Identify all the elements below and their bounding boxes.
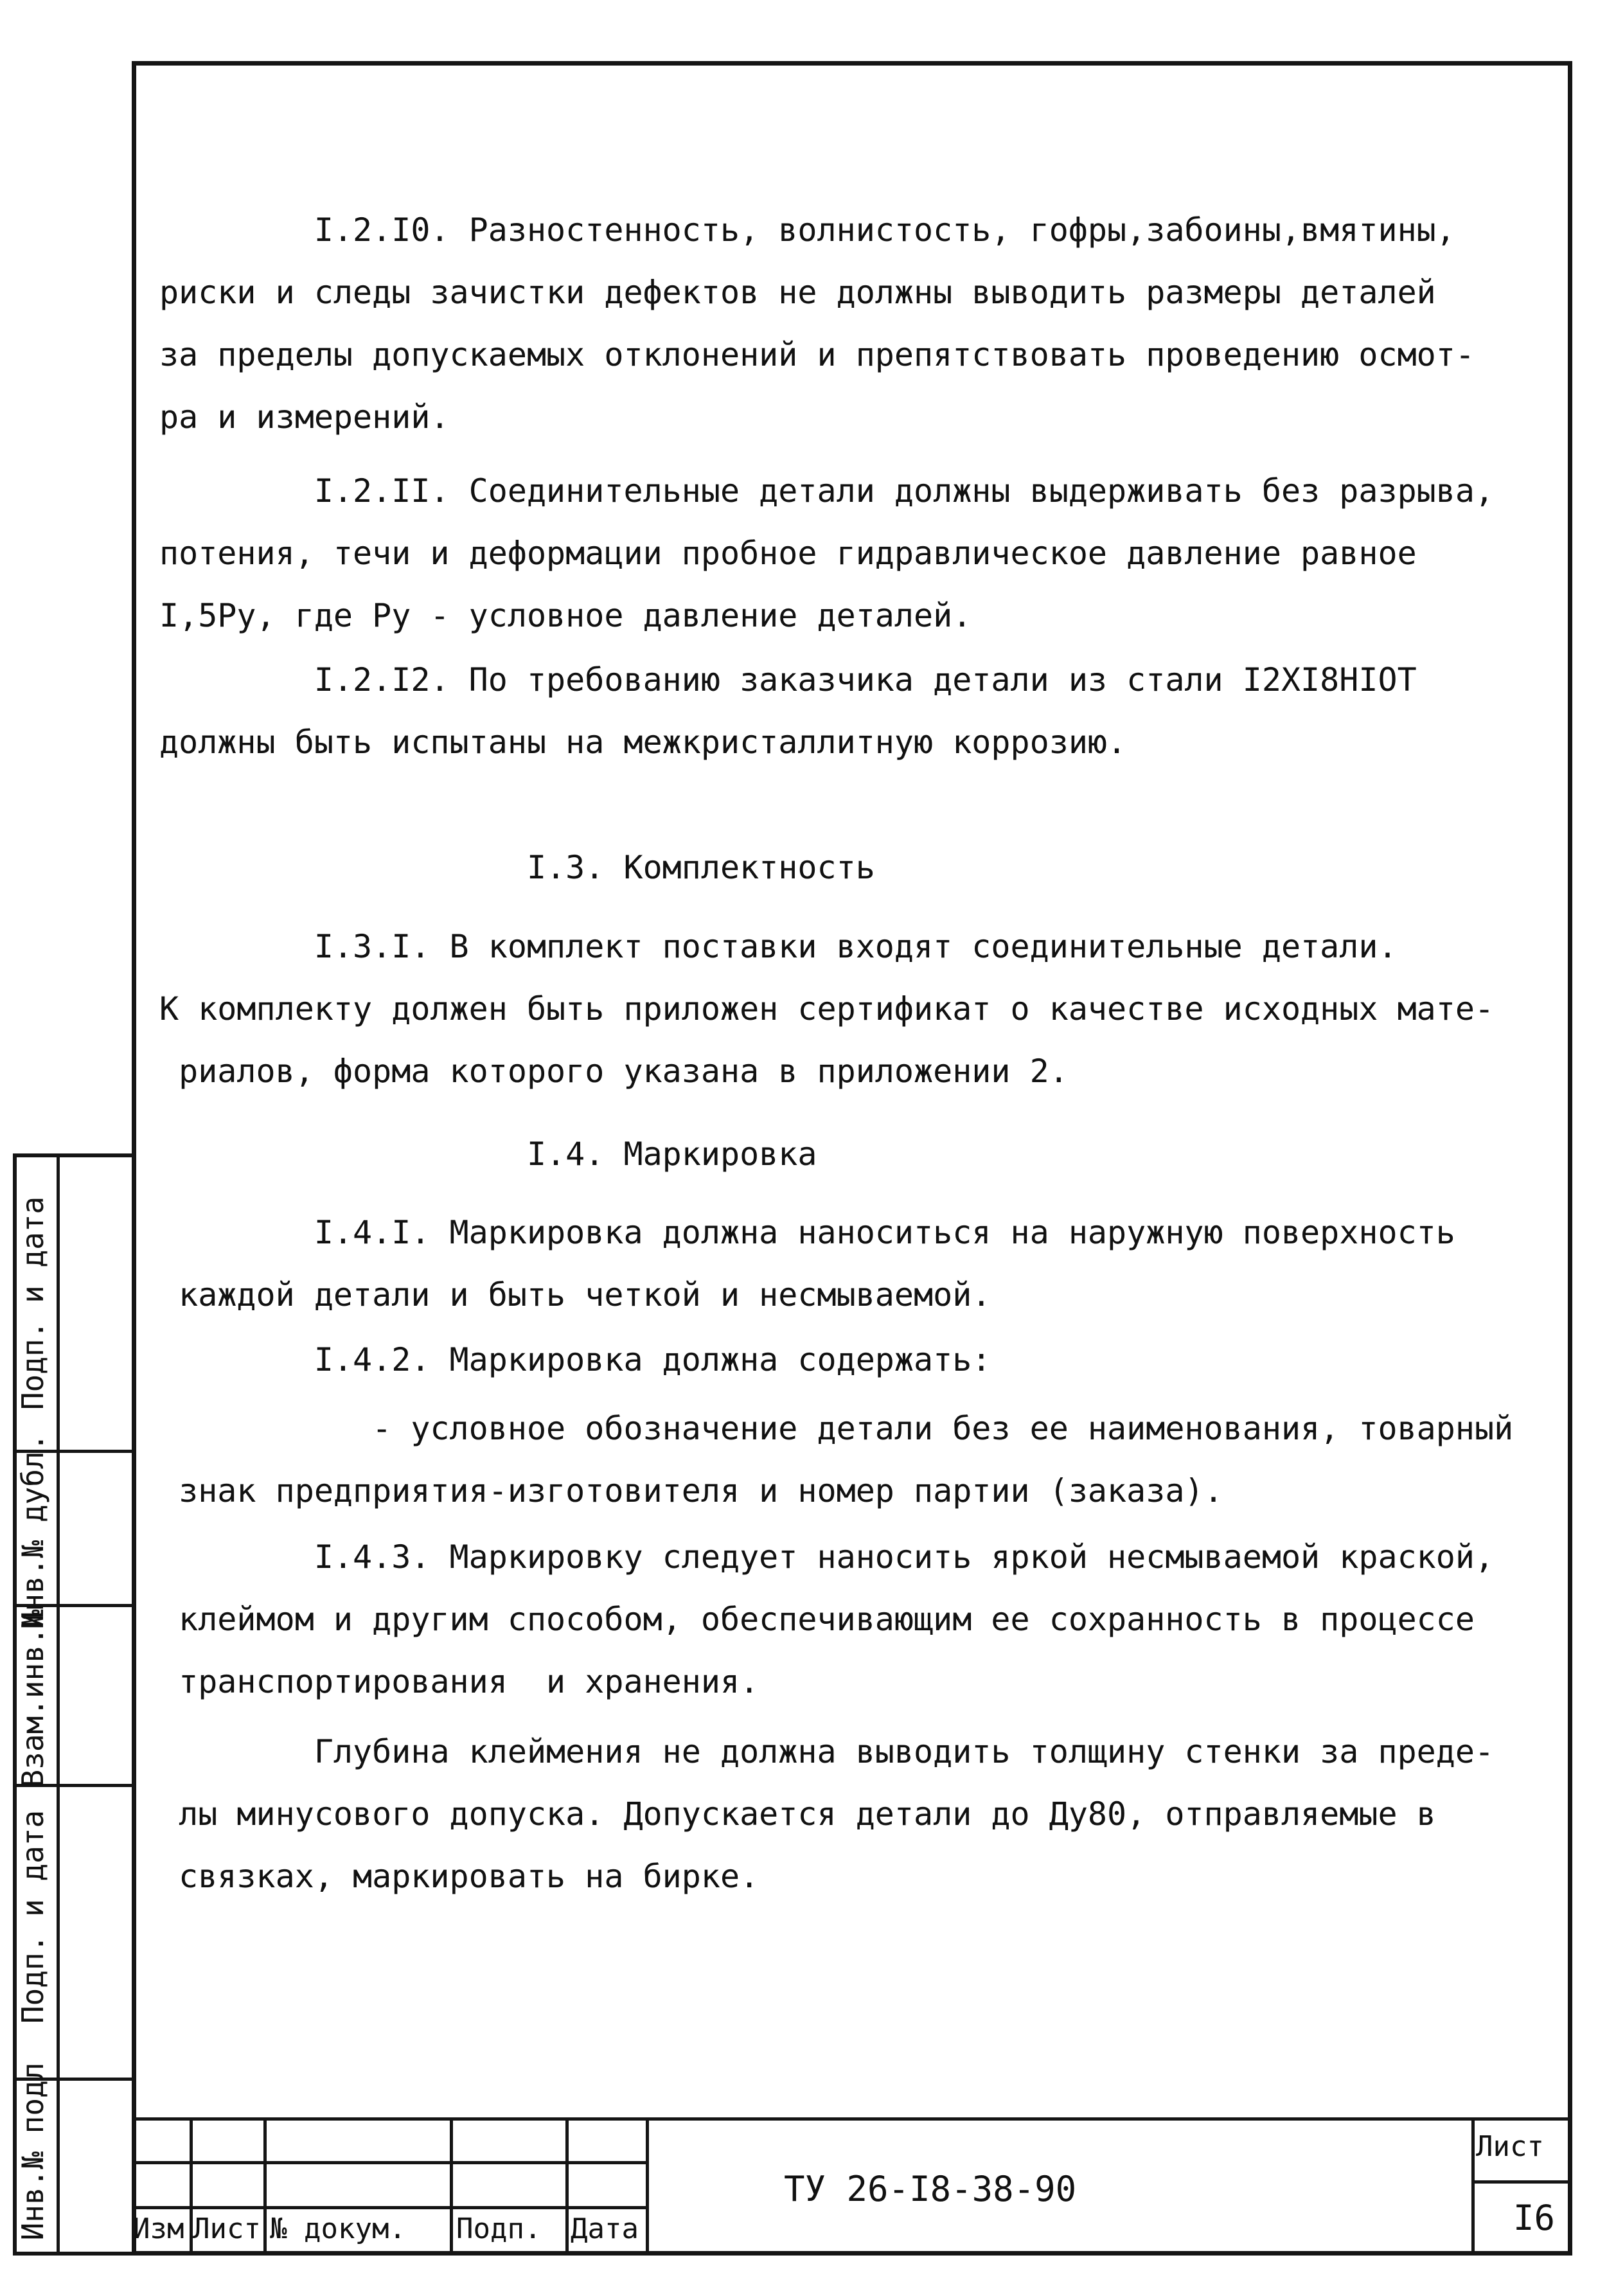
tb-divider xyxy=(132,2206,646,2209)
sheet-number: I6 xyxy=(1513,2198,1556,2238)
stamp-inv-podl: Инв.№ подл xyxy=(15,2062,50,2241)
tb-divider xyxy=(565,2117,569,2256)
text-line: - условное обозначение детали без ее наименования, товарный xyxy=(159,1410,1514,1447)
text-line: I.4.3. Маркировку следует наносить яркой несмываемой краской, xyxy=(159,1538,1495,1576)
text-line: К комплекту должен быть приложен сертификат о качестве исходных мате- xyxy=(159,990,1495,1028)
tb-divider xyxy=(132,2117,1572,2121)
stamp-podp-data: Подп. и дата xyxy=(15,1810,50,2024)
text-line: транспортирования и хранения. xyxy=(159,1663,759,1700)
text-line: I.3.I. В комплект поставки входят соединительные детали. xyxy=(159,928,1398,965)
document-code: ТУ 26-I8-38-90 xyxy=(784,2169,1077,2209)
text-line: I,5Ру, где Ру - условное давление деталей. xyxy=(159,597,972,634)
sheet-label: Лист xyxy=(1476,2130,1544,2163)
tb-divider xyxy=(263,2117,267,2256)
text-line: I.2.I2. По требованию заказчика детали из стали I2XI8HIOT xyxy=(159,661,1417,699)
text-line: клеймом и другим способом, обеспечивающим ее сохранность в процессе xyxy=(159,1601,1475,1638)
text-line: связках, маркировать на бирке. xyxy=(159,1858,759,1895)
text-line: за пределы допускаемых отклонений и препятствовать проведению осмот- xyxy=(159,336,1475,373)
text-line: Глубина клеймения не должна выводить толщину стенки за преде- xyxy=(159,1733,1495,1770)
tb-dokum: № докум. xyxy=(270,2212,406,2245)
text-line: должны быть испытаны на межкристаллитную коррозию. xyxy=(159,724,1127,761)
section-heading: I.4. Маркировка xyxy=(159,1135,817,1173)
side-stamp xyxy=(13,1153,135,2256)
text-line: риалов, форма которого указана в приложении 2. xyxy=(159,1053,1069,1090)
tb-podp: Подп. xyxy=(456,2212,542,2245)
text-line: I.2.I0. Разностенность, волнистость, гофры,забоины,вмятины, xyxy=(159,211,1455,249)
tb-divider xyxy=(132,2161,646,2164)
text-line: риски и следы зачистки дефектов не должны выводить размеры деталей xyxy=(159,274,1436,311)
text-line: потения, течи и деформации пробное гидравлическое давление равное xyxy=(159,535,1417,572)
section-heading: I.3. Комплектность xyxy=(159,849,875,886)
text-line: I.4.I. Маркировка должна наноситься на наружную поверхность xyxy=(159,1214,1455,1251)
stamp-podp-data-2: Подп. и дата xyxy=(15,1196,50,1411)
title-block xyxy=(132,2117,1572,2256)
tb-izm: Изм xyxy=(133,2212,184,2245)
stamp-vzam-inv: Взам.инв.№ xyxy=(15,1609,50,1788)
tb-divider xyxy=(1471,2117,1475,2256)
text-line: I.4.2. Маркировка должна содержать: xyxy=(159,1341,991,1378)
text-line: знак предприятия-изготовителя и номер партии (заказа). xyxy=(159,1472,1223,1509)
tb-divider xyxy=(646,2117,649,2256)
text-line: ра и измерений. xyxy=(159,398,450,436)
stamp-divider xyxy=(57,1157,60,2252)
tb-data: Дата xyxy=(571,2212,639,2245)
text-line: I.2.II. Соединительные детали должны выдерживать без разрыва, xyxy=(159,472,1495,510)
text-line: лы минусового допуска. Допускается детали до Ду80, отправляемые в xyxy=(159,1795,1436,1833)
text-line: каждой детали и быть четкой и несмываемой. xyxy=(159,1276,991,1313)
tb-divider xyxy=(450,2117,453,2256)
tb-divider xyxy=(1471,2180,1572,2184)
tb-list: Лист xyxy=(193,2212,261,2245)
stamp-inv-dubl: Инв.№ дубл. xyxy=(15,1433,50,1630)
